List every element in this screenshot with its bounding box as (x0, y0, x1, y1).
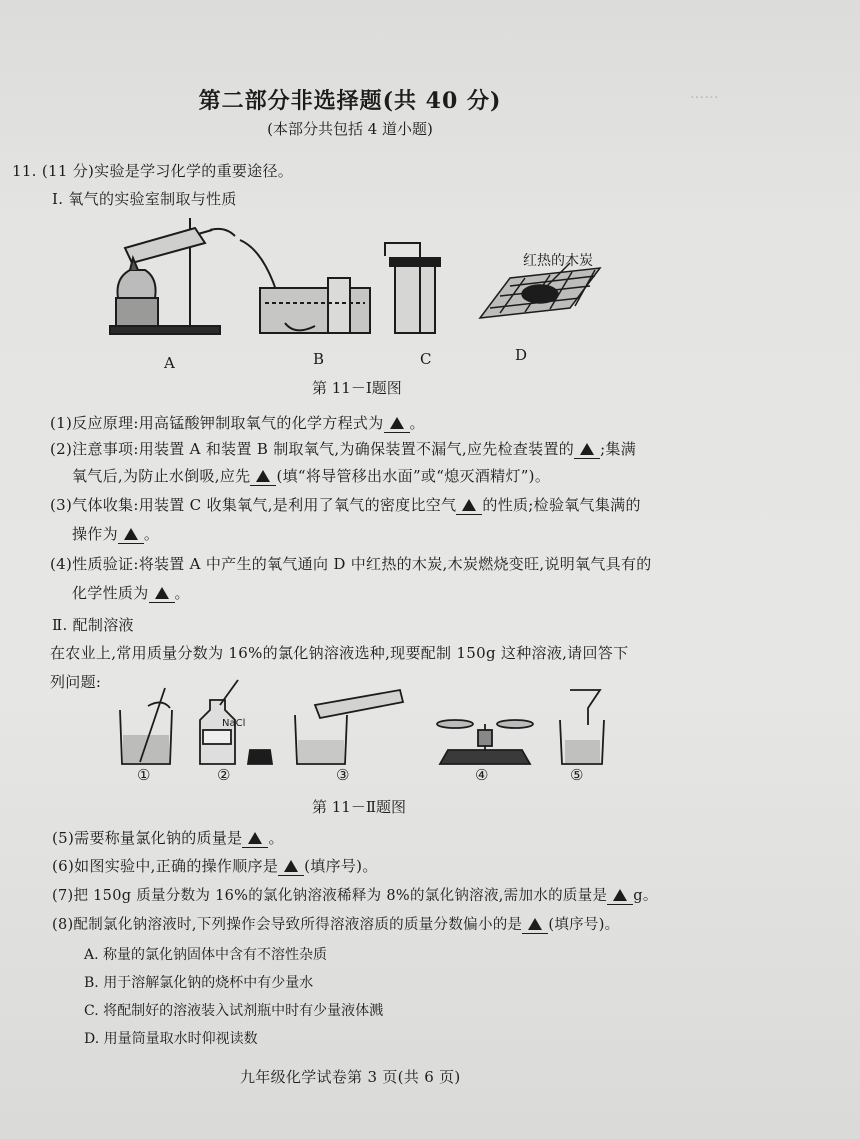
option-d: D. 用量筒量取水时仰视读数 (84, 1031, 258, 1047)
part2-heading: Ⅱ. 配制溶液 (52, 616, 134, 634)
page-title: 第二部分非选择题(共 40 分) (198, 88, 502, 114)
q8: (8)配制氯化钠溶液时,下列操作会导致所得溶液溶质的质量分数偏小的是 (填序号)。 (52, 917, 620, 933)
option-b: B. 用于溶解氯化钠的烧杯中有少量水 (84, 975, 314, 991)
option-c: C. 将配制好的溶液装入试剂瓶中时有少量液体溅 (84, 1003, 384, 1019)
part1-heading: Ⅰ. 氧气的实验室制取与性质 (52, 190, 237, 208)
solution-steps-figure (110, 680, 630, 770)
answer-mark-icon (256, 470, 270, 482)
answer-mark-icon (248, 832, 262, 844)
answer-blank[interactable] (149, 584, 175, 603)
step-label-2: ② (217, 766, 231, 784)
answer-mark-icon (528, 918, 542, 930)
label-a: A (164, 354, 175, 372)
q4-line1: (4)性质验证:将装置 A 中产生的氧气通向 D 中红热的木炭,木炭燃烧变旺,说明氧气具有的 (50, 555, 652, 573)
figure2-caption: 第 11－Ⅱ题图 (312, 798, 407, 816)
apparatus-figure (100, 208, 620, 348)
q5: (5)需要称量氯化钠的质量是 。 (52, 829, 284, 847)
step-label-3: ③ (336, 766, 350, 784)
q7: (7)把 150g 质量分数为 16%的氯化钠溶液稀释为 8%的氯化钠溶液,需加水的质量是 g。 (52, 888, 658, 904)
answer-blank[interactable] (278, 857, 304, 876)
answer-mark-icon (613, 889, 627, 901)
apparatus-b (240, 240, 370, 333)
answer-blank[interactable] (607, 888, 633, 905)
answer-blank[interactable] (242, 829, 268, 848)
question-intro: 11. (11 分)实验是学习化学的重要途径。 (12, 162, 294, 180)
answer-blank[interactable] (118, 525, 144, 544)
q6: (6)如图实验中,正确的操作顺序是 (填序号)。 (52, 857, 378, 875)
label-d: D (515, 346, 528, 364)
step1-dissolve (120, 688, 172, 764)
q1: (1)反应原理:用高锰酸钾制取氧气的化学方程式为 。 (50, 414, 425, 432)
label-b: B (313, 350, 325, 368)
step-label-1: ① (137, 766, 151, 784)
q2-line1: (2)注意事项:用装置 A 和装置 B 制取氧气,为确保装置不漏气,应先检查装置的 ;集满 (50, 440, 637, 458)
step-label-4: ④ (475, 766, 489, 784)
nacl-bottle-label: NaCl (222, 718, 246, 729)
answer-mark-icon (462, 499, 476, 511)
label-c: C (420, 350, 432, 368)
q3-line2: 操作为 。 (72, 525, 160, 543)
answer-mark-icon (124, 528, 138, 540)
answer-blank[interactable] (250, 467, 276, 486)
figure1-caption: 第 11－Ⅰ题图 (312, 379, 402, 397)
apparatus-c (385, 243, 440, 333)
page-subtitle: (本部分共包括 4 道小题) (267, 120, 433, 138)
q2-line2: 氧气后,为防止水倒吸,应先 (填“将导管移出水面”或“熄灭酒精灯”)。 (72, 467, 551, 485)
answer-blank[interactable] (384, 414, 410, 433)
answer-mark-icon (284, 860, 298, 872)
answer-mark-icon (155, 587, 169, 599)
page-footer: 九年级化学试卷第 3 页(共 6 页) (240, 1068, 461, 1086)
answer-blank[interactable] (456, 496, 482, 515)
step5-transfer (560, 690, 604, 764)
step3-pour (295, 690, 403, 764)
step4-balance (437, 720, 533, 764)
q3-line1: (3)气体收集:用装置 C 收集氧气,是利用了氧气的密度比空气 的性质;检验氧气集满的 (50, 496, 641, 514)
answer-blank[interactable] (522, 917, 548, 934)
q4-line2: 化学性质为 。 (72, 584, 190, 602)
answer-mark-icon (390, 417, 404, 429)
option-a: A. 称量的氯化钠固体中含有不溶性杂质 (84, 947, 328, 963)
apparatus-a (110, 218, 235, 334)
answer-mark-icon (580, 443, 594, 455)
charcoal-label: 红热的木炭 (523, 253, 593, 269)
bleed-through: …… (690, 86, 719, 102)
part2-intro-line1: 在农业上,常用质量分数为 16%的氯化钠溶液选种,现要配制 150g 这种溶液,请回答下 (50, 644, 629, 662)
step-label-5: ⑤ (570, 766, 584, 784)
answer-blank[interactable] (574, 440, 600, 459)
apparatus-d (480, 263, 600, 318)
part2-intro-line2: 列问题: (50, 673, 102, 691)
